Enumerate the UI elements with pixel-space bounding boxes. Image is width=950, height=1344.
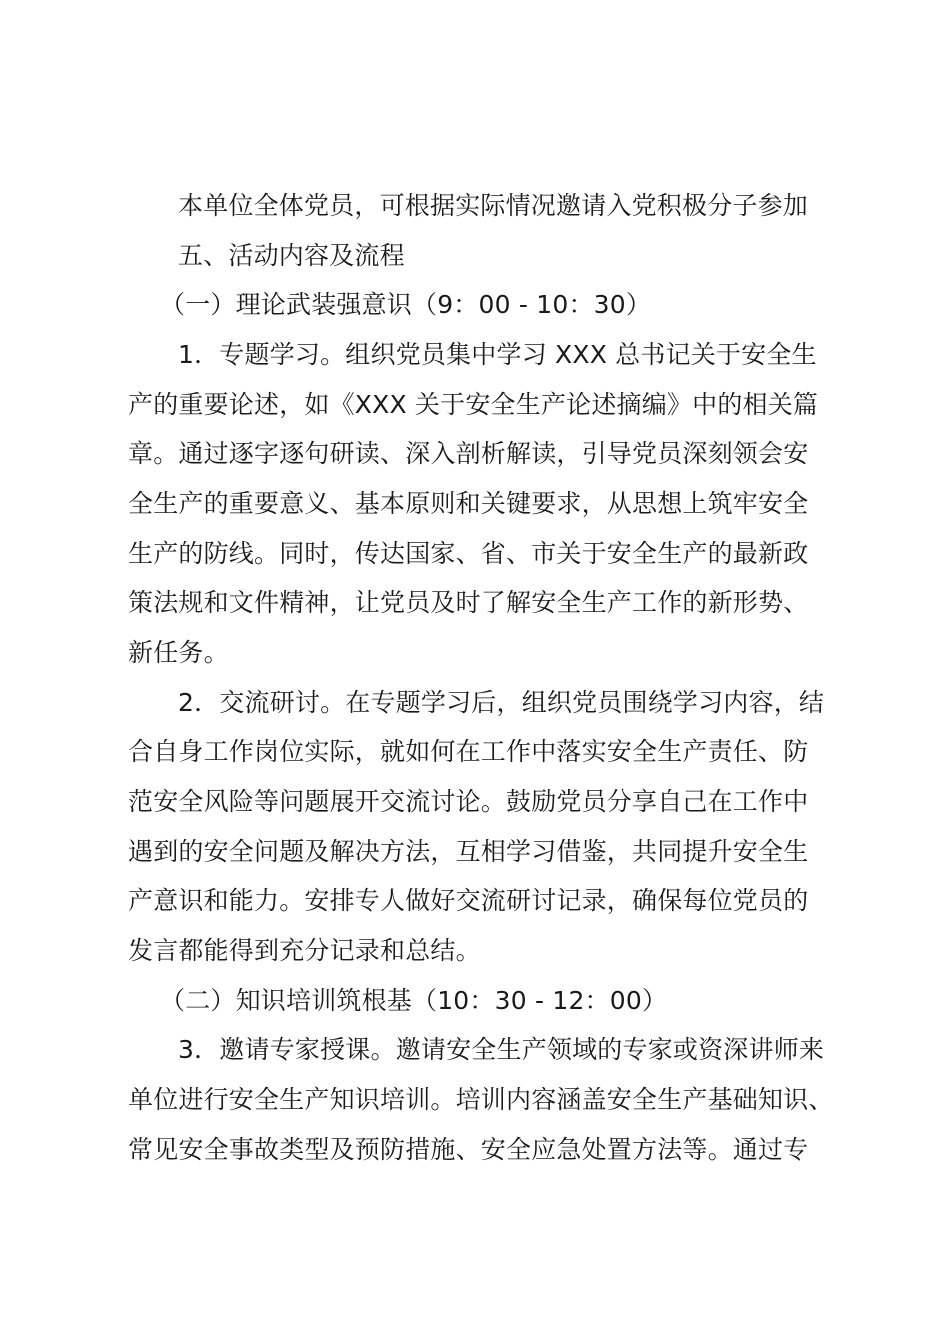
paragraph-line: 1．专题学习。组织党员集中学习 XXX 总书记关于安全生 xyxy=(178,340,817,369)
paragraph-line: 发言都能得到充分记录和总结。 xyxy=(128,936,481,965)
paragraph-line: 生产的防线。同时，传达国家、省、市关于安全生产的最新政 xyxy=(128,539,809,568)
paragraph-line: 2．交流研讨。在专题学习后，组织党员围绕学习内容，结 xyxy=(178,688,825,717)
section-heading: 五、活动内容及流程 xyxy=(178,241,405,270)
paragraph-line: 全生产的重要意义、基本原则和关键要求，从思想上筑牢安全 xyxy=(128,489,809,518)
paragraph-line: 产的重要论述，如《XXX 关于安全生产论述摘编》中的相关篇 xyxy=(128,390,819,419)
paragraph-line: 本单位全体党员，可根据实际情况邀请入党积极分子参加 xyxy=(178,191,809,220)
paragraph-line: 单位进行安全生产知识培训。培训内容涵盖安全生产基础知识、 xyxy=(128,1085,834,1114)
paragraph-line: 合自身工作岗位实际，就如何在工作中落实安全生产责任、防 xyxy=(128,737,809,766)
paragraph-line: 章。通过逐字逐句研读、深入剖析解读，引导党员深刻领会安 xyxy=(128,439,809,468)
paragraph-line: 产意识和能力。安排专人做好交流研讨记录，确保每位党员的 xyxy=(128,886,809,915)
paragraph-line: 新任务。 xyxy=(128,638,229,667)
paragraph-line: 常见安全事故类型及预防措施、安全应急处置方法等。通过专 xyxy=(128,1135,809,1164)
subsection-heading: （一）理论武装强意识（9：00 - 10：30） xyxy=(160,290,652,319)
paragraph-line: 遇到的安全问题及解决方法，互相学习借鉴，共同提升安全生 xyxy=(128,837,809,866)
paragraph-line: 3．邀请专家授课。邀请安全生产领域的专家或资深讲师来 xyxy=(178,1035,825,1064)
paragraph-line: 策法规和文件精神，让党员及时了解安全生产工作的新形势、 xyxy=(128,588,809,617)
paragraph-line: 范安全风险等问题展开交流讨论。鼓励党员分享自己在工作中 xyxy=(128,787,809,816)
subsection-heading: （二）知识培训筑根基（10：30 - 12：00） xyxy=(160,986,668,1015)
